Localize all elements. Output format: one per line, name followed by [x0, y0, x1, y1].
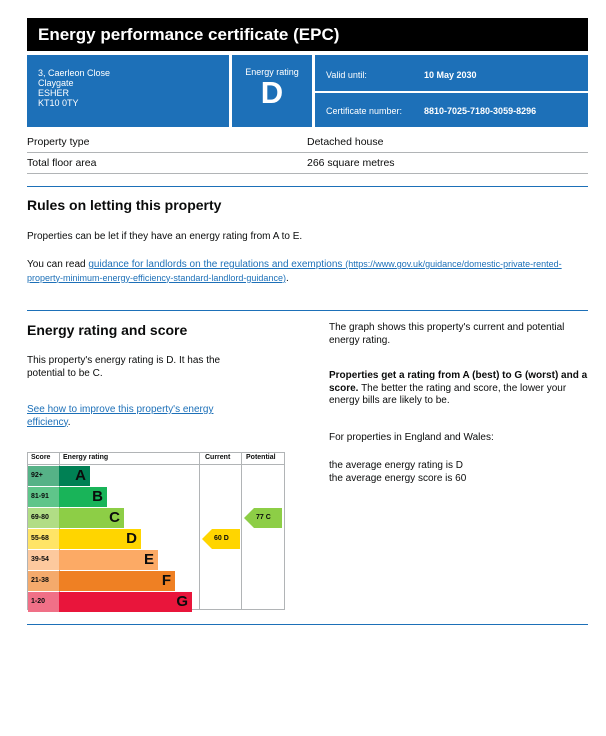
potential-column-header: Potential [246, 454, 276, 461]
landlord-guidance-link[interactable] [27, 259, 562, 284]
rating-scale-explanation [329, 370, 589, 408]
chart-header-line [28, 464, 284, 465]
band-score-f: 21-38 [28, 571, 59, 591]
letting-guidance-paragraph [27, 258, 572, 285]
property-type-value: Detached house [307, 136, 384, 148]
property-type-label: Property type [27, 136, 90, 148]
band-bar-b: B [59, 487, 107, 507]
energy-rating-label: Energy rating [245, 67, 299, 77]
band-score-c: 69-80 [28, 508, 59, 528]
guidance-suffix: . [285, 272, 289, 284]
average-rating: the average energy rating is D [329, 460, 463, 471]
band-score-e: 39-54 [28, 550, 59, 570]
floor-area-label: Total floor area [27, 157, 97, 169]
floor-area-row [27, 153, 588, 174]
chart-column-divider [199, 453, 200, 609]
address-line3: ESHER [38, 88, 70, 98]
floor-area-value: 266 square metres [307, 157, 395, 169]
property-type-row [27, 132, 588, 153]
letting-paragraph: Properties can be let if they have an energy rating from A to E. [27, 231, 303, 242]
band-score-a: 92+ [28, 466, 59, 486]
landlord-guidance-url: (https://www.gov.uk/guidance/domestic-private-rented-property-minimum-energy-efficiency-standard-landlord-guidance) [27, 259, 562, 283]
address-line1: 3, Caerleon Close [38, 68, 111, 78]
energy-rating-value: D [260, 75, 284, 110]
certificate-info [315, 55, 588, 127]
section-divider [27, 186, 588, 187]
improve-efficiency-link[interactable]: See how to improve this property's energy efficiency [27, 404, 214, 428]
letting-heading: Rules on letting this property [27, 197, 222, 213]
valid-until-value: 10 May 2030 [424, 70, 477, 80]
band-score-g: 1-20 [28, 592, 59, 612]
rating-scale-bold: Properties get a rating from A (best) to G (worst) and a score. [329, 370, 588, 394]
score-column-header: Score [31, 454, 51, 461]
certificate-number-row [315, 93, 588, 127]
average-score: the average energy score is 60 [329, 473, 467, 484]
current-column-header: Current [205, 454, 231, 461]
section-divider [27, 310, 588, 311]
address-line2: Claygate [38, 78, 74, 88]
valid-until-label: Valid until: [326, 70, 367, 80]
improve-suffix: . [67, 416, 71, 428]
page-title: Energy performance certificate (EPC) [27, 18, 588, 51]
rating-scale-rest: The better the rating and score, the lower your energy bills are likely to be. [329, 382, 567, 406]
band-score-b: 81-91 [28, 487, 59, 507]
band-bar-d: D [59, 529, 141, 549]
band-bar-g: G [59, 592, 192, 612]
rating-column-header: Energy rating [63, 454, 109, 461]
band-bar-c: C [59, 508, 124, 528]
guidance-prefix: You can read [27, 259, 89, 270]
valid-until-row [315, 55, 588, 91]
address-block [27, 55, 229, 127]
address-postcode: KT10 0TY [38, 98, 79, 108]
energy-rating-chart: Score Energy rating Current Potential 92+ A 81-91 B 69-80 C 55-68 D 39-54 E 21-38 F 1-20 G 60 D 77 C [27, 452, 285, 610]
band-bar-a: A [59, 466, 90, 486]
rating-heading: Energy rating and score [27, 322, 188, 338]
rating-paragraph: This property's energy rating is D. It has the potential to be C. [27, 355, 221, 379]
landlord-guidance-link-text: guidance for landlords on the regulations and exemptions [88, 259, 343, 270]
certificate-number-label: Certificate number: [326, 106, 403, 116]
graph-explanation: The graph shows this property's current and potential energy rating. [329, 322, 565, 346]
energy-rating-box [232, 55, 312, 127]
band-bar-e: E [59, 550, 158, 570]
band-bar-f: F [59, 571, 175, 591]
band-score-d: 55-68 [28, 529, 59, 549]
england-wales-label: For properties in England and Wales: [329, 432, 494, 443]
section-divider [27, 624, 588, 625]
chart-column-divider [241, 453, 242, 609]
certificate-number-value: 8810-7025-7180-3059-8296 [424, 106, 537, 116]
improve-paragraph [27, 404, 257, 429]
